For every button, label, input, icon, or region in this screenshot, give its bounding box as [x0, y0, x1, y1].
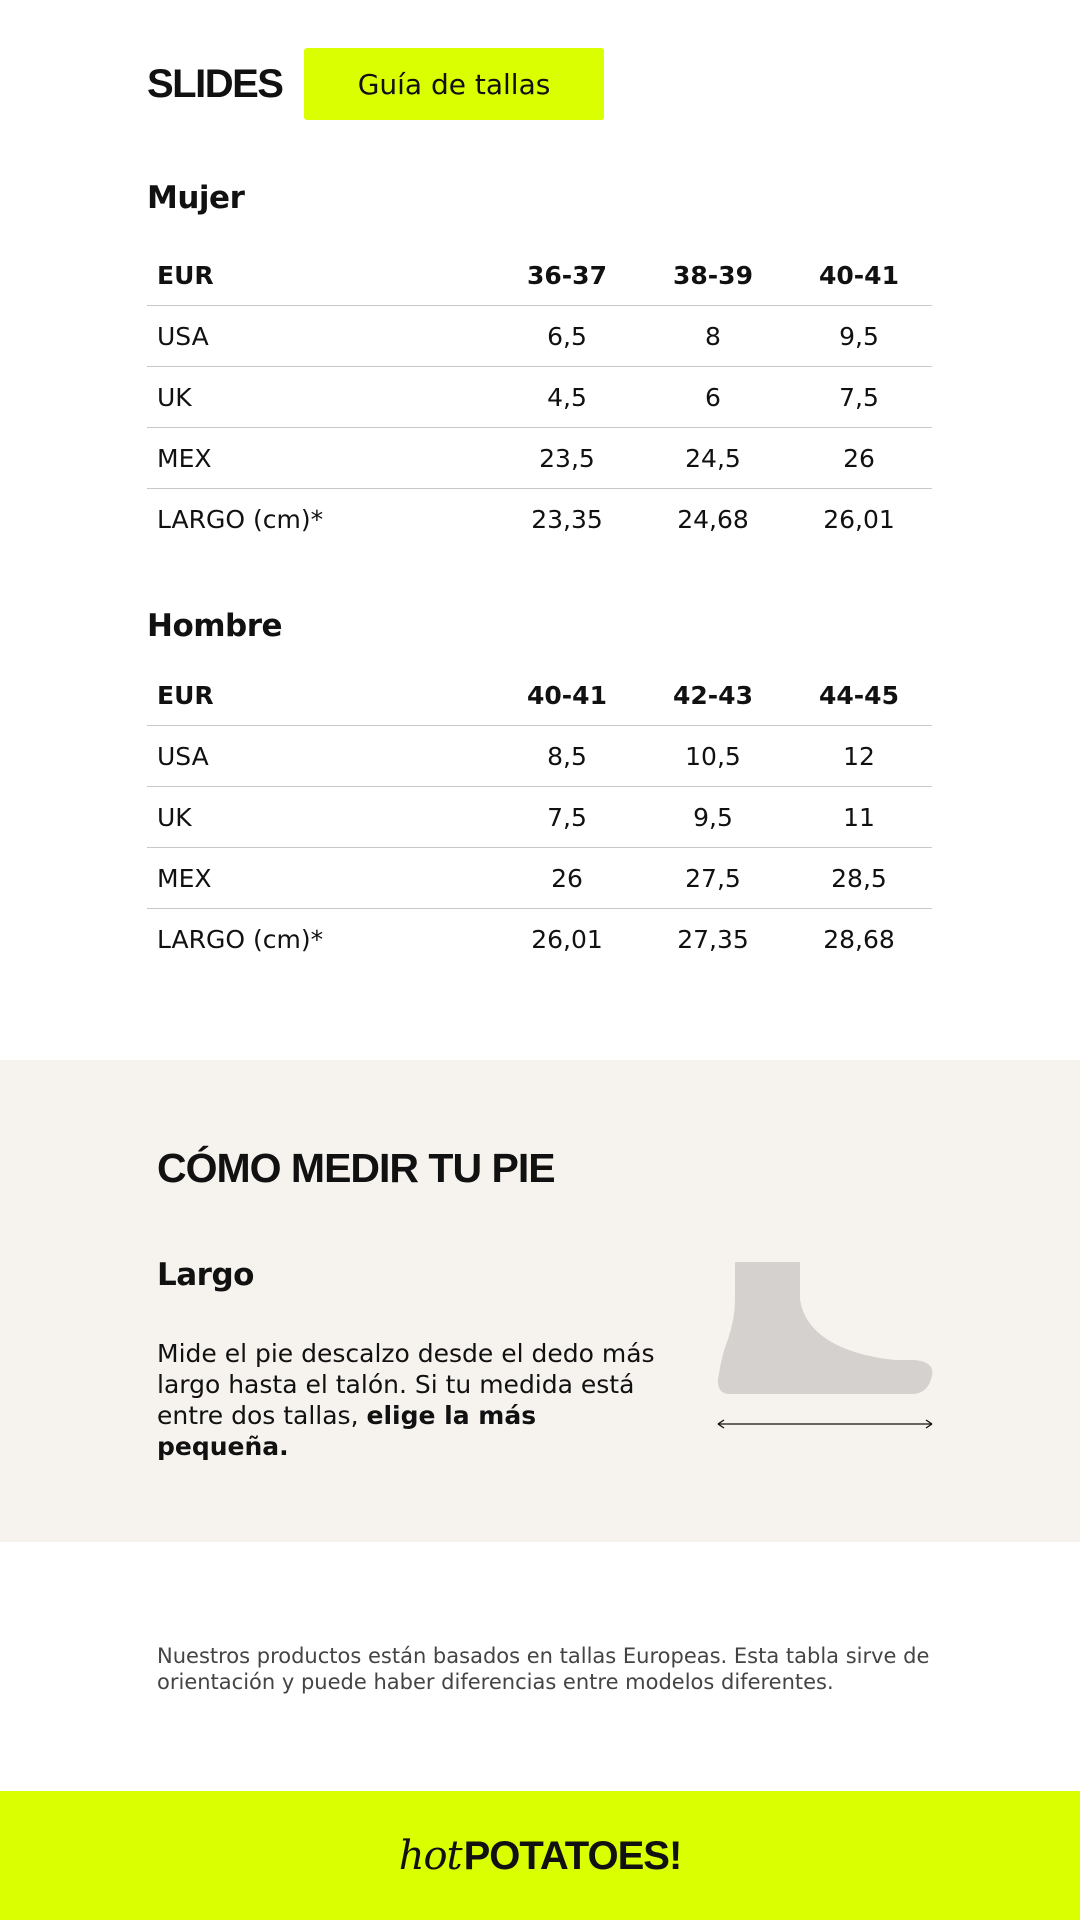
women-size-table: [147, 245, 932, 550]
table-row: [147, 787, 932, 848]
size-header-cell: 42-43: [673, 680, 753, 710]
row-label: LARGO (cm)*: [157, 505, 324, 534]
foot-shape: [718, 1262, 932, 1394]
table-row: [147, 489, 932, 550]
row-label: UK: [157, 382, 192, 412]
row-label: USA: [157, 321, 209, 351]
size-cell: 9,5: [693, 802, 733, 832]
table-header-row: [147, 665, 932, 726]
size-cell: 6,5: [547, 321, 587, 351]
table-row: [147, 367, 932, 428]
size-cell: 26: [551, 863, 583, 893]
logo-hot: hot: [398, 1832, 462, 1879]
row-label: EUR: [157, 260, 214, 290]
size-header-cell: 38-39: [673, 260, 753, 290]
table-row: [147, 848, 932, 909]
men-section-title: Hombre: [147, 608, 283, 644]
size-cell: 27,5: [685, 863, 741, 893]
size-header-cell: 40-41: [527, 680, 607, 710]
row-label: USA: [157, 741, 209, 771]
size-cell: 9,5: [839, 321, 879, 351]
table-row: [147, 726, 932, 787]
size-cell: 12: [843, 741, 875, 771]
size-cell: 4,5: [547, 382, 587, 412]
row-label: UK: [157, 802, 192, 832]
disclaimer-text: Nuestros productos están basados en tallas Europeas. Esta tabla sirve de orientación y puede haber diferencias entre modelos diferentes.: [157, 1644, 930, 1694]
product-title: SLIDES: [147, 61, 283, 106]
row-label: MEX: [157, 443, 212, 473]
page-header: [147, 48, 551, 120]
size-cell: 24,5: [685, 443, 741, 473]
size-cell: 7,5: [547, 802, 587, 832]
size-guide-badge: Guía de tallas: [304, 48, 604, 120]
table-row: [147, 909, 932, 970]
men-size-table: [147, 665, 932, 970]
row-label: MEX: [157, 863, 212, 893]
size-cell: 8: [705, 321, 721, 351]
logo-potatoes: POTATOES!: [463, 1833, 682, 1878]
size-cell: 27,35: [677, 925, 749, 954]
size-header-cell: 40-41: [819, 260, 899, 290]
table-row: [147, 428, 932, 489]
measure-text-emphasis: elige la más pequeña.: [157, 1401, 537, 1461]
size-cell: 26: [843, 443, 875, 473]
size-cell: 24,68: [677, 505, 749, 534]
women-section-title: Mujer: [147, 180, 245, 216]
table-header-row: [147, 245, 932, 306]
size-cell: 28,5: [831, 863, 887, 893]
size-cell: 10,5: [685, 741, 741, 771]
size-cell: 26,01: [531, 925, 603, 954]
size-cell: 23,35: [531, 505, 603, 534]
row-label: EUR: [157, 680, 214, 710]
table-row: [147, 306, 932, 367]
size-cell: 28,68: [823, 925, 895, 954]
size-cell: 6: [705, 382, 721, 412]
size-cell: 23,5: [539, 443, 595, 473]
size-cell: 11: [843, 802, 875, 832]
footer-bar: [0, 1791, 1080, 1920]
foot-length-icon: [710, 1254, 940, 1449]
measure-instructions: [157, 1338, 657, 1462]
row-label: LARGO (cm)*: [157, 925, 324, 954]
size-cell: 7,5: [839, 382, 879, 412]
measure-title: CÓMO MEDIR TU PIE: [157, 1145, 555, 1191]
measure-section: [0, 1060, 1080, 1542]
size-header-cell: 36-37: [527, 260, 607, 290]
size-header-cell: 44-45: [819, 680, 899, 710]
size-cell: 26,01: [823, 505, 895, 534]
measure-subtitle: Largo: [157, 1257, 254, 1293]
brand-logo: [399, 1833, 682, 1879]
size-cell: 8,5: [547, 741, 587, 771]
measure-text: Mide el pie descalzo desde el dedo más largo hasta el talón. Si tu medida está entre dos tallas,: [157, 1339, 655, 1430]
